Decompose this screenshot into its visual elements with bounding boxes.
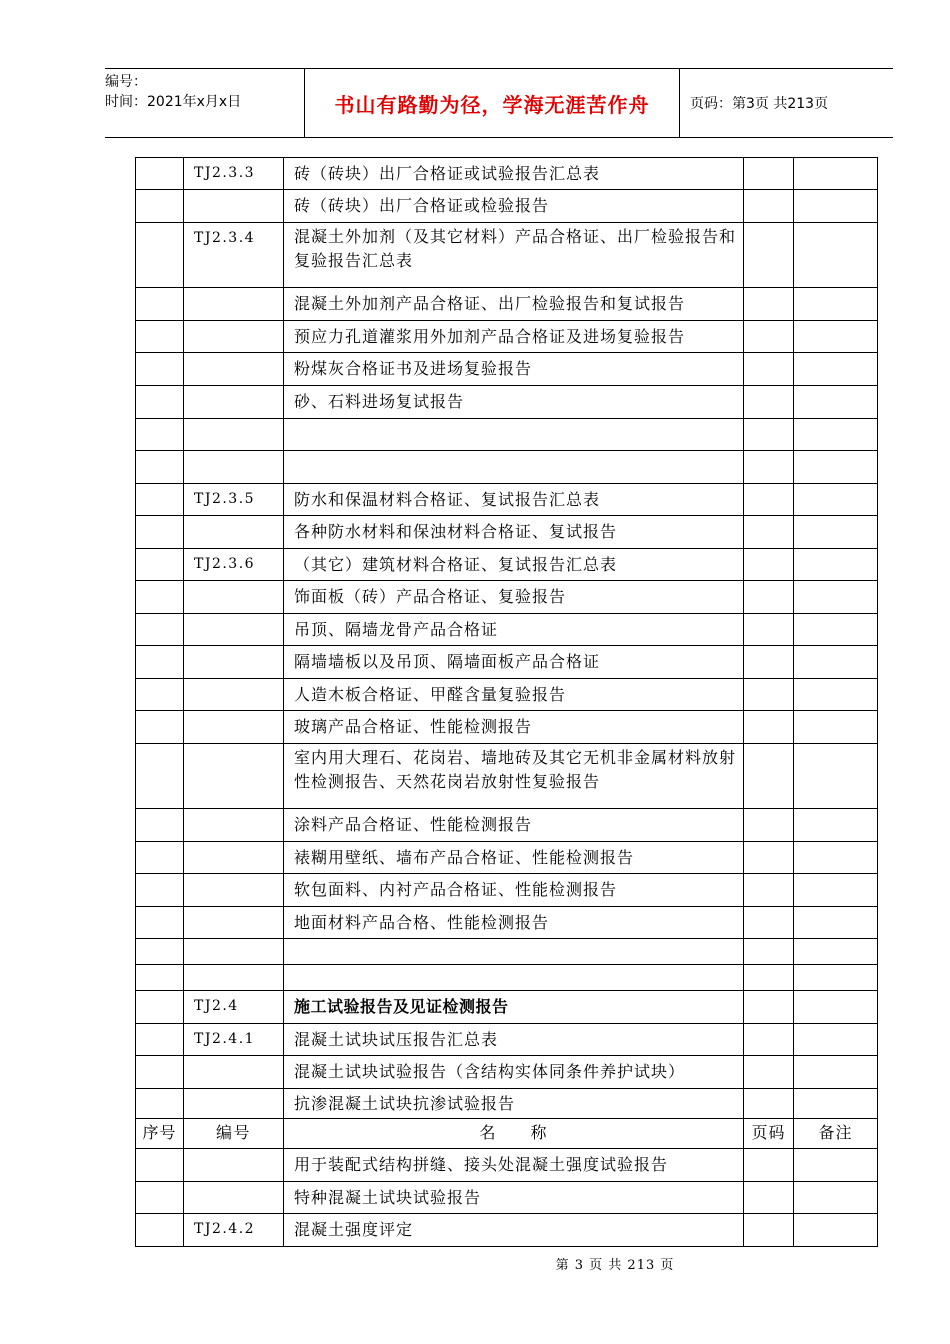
code-cell <box>184 679 284 711</box>
note-cell <box>794 321 878 353</box>
note-cell <box>794 614 878 646</box>
code-cell <box>184 744 284 809</box>
page-cell <box>744 1149 794 1182</box>
code-cell: TJ2.3.5 <box>184 484 284 516</box>
seq-cell <box>136 223 184 288</box>
note-cell <box>794 419 878 451</box>
code-cell <box>184 646 284 679</box>
seq-cell <box>136 991 184 1024</box>
table-row <box>136 809 878 842</box>
note-cell <box>794 965 878 991</box>
table-row <box>136 353 878 386</box>
note-cell <box>794 1024 878 1056</box>
code-cell <box>184 874 284 907</box>
code-cell <box>184 419 284 451</box>
table-row <box>136 549 878 581</box>
name-cell: 预应力孔道灌浆用外加剂产品合格证及进场复验报告 <box>284 321 744 353</box>
table-row <box>136 907 878 939</box>
table-row <box>136 991 878 1024</box>
seq-cell <box>136 614 184 646</box>
code-cell <box>184 711 284 744</box>
table-row <box>136 1149 878 1182</box>
column-header-note: 备注 <box>794 1119 878 1149</box>
column-header-code: 编号 <box>184 1119 284 1149</box>
seq-cell <box>136 646 184 679</box>
note-cell <box>794 679 878 711</box>
page-cell <box>744 451 794 484</box>
page-cell <box>744 321 794 353</box>
name-cell: 混凝土试块试压报告汇总表 <box>284 1024 744 1056</box>
table-row <box>136 874 878 907</box>
note-cell <box>794 809 878 842</box>
seq-cell <box>136 288 184 321</box>
name-cell: 玻璃产品合格证、性能检测报告 <box>284 711 744 744</box>
page-cell <box>744 965 794 991</box>
name-cell: 抗渗混凝土试块抗渗试验报告 <box>284 1089 744 1119</box>
name-cell: 混凝土试块试验报告（含结构实体同条件养护试块） <box>284 1056 744 1089</box>
table-row <box>136 1024 878 1056</box>
seq-cell <box>136 939 184 965</box>
note-cell <box>794 288 878 321</box>
name-cell: 防水和保温材料合格证、复试报告汇总表 <box>284 484 744 516</box>
seq-cell <box>136 549 184 581</box>
page-cell <box>744 549 794 581</box>
page-cell <box>744 1214 794 1247</box>
code-cell: TJ2.3.4 <box>184 223 284 288</box>
name-cell: 软包面料、内衬产品合格证、性能检测报告 <box>284 874 744 907</box>
page-cell <box>744 223 794 288</box>
name-cell: 砂、石料进场复试报告 <box>284 386 744 419</box>
page-cell <box>744 190 794 223</box>
code-cell: TJ2.4.1 <box>184 1024 284 1056</box>
page-cell <box>744 353 794 386</box>
name-cell: 室内用大理石、花岗岩、墙地砖及其它无机非金属材料放射性检测报告、天然花岗岩放射性复验报告 <box>284 744 744 809</box>
table-row <box>136 679 878 711</box>
seq-cell <box>136 1214 184 1247</box>
seq-cell <box>136 711 184 744</box>
page-cell <box>744 809 794 842</box>
code-cell <box>184 614 284 646</box>
note-cell <box>794 1149 878 1182</box>
column-header-seq: 序号 <box>136 1119 184 1149</box>
note-cell <box>794 581 878 614</box>
code-cell <box>184 939 284 965</box>
name-cell: 裱糊用壁纸、墙布产品合格证、性能检测报告 <box>284 842 744 874</box>
table-row <box>136 451 878 484</box>
name-cell: 砖（砖块）出厂合格证或试验报告汇总表 <box>284 158 744 190</box>
code-label: 编号： <box>105 74 147 90</box>
name-cell: 地面材料产品合格、性能检测报告 <box>284 907 744 939</box>
note-cell <box>794 353 878 386</box>
seq-cell <box>136 158 184 190</box>
note-cell <box>794 874 878 907</box>
code-cell <box>184 386 284 419</box>
code-cell <box>184 321 284 353</box>
name-cell: （其它）建筑材料合格证、复试报告汇总表 <box>284 549 744 581</box>
name-cell: 混凝土外加剂产品合格证、出厂检验报告和复试报告 <box>284 288 744 321</box>
name-cell: 混凝土外加剂（及其它材料）产品合格证、出厂检验报告和复验报告汇总表 <box>284 223 744 288</box>
name-cell: 特种混凝土试块试验报告 <box>284 1182 744 1214</box>
page-cell <box>744 1182 794 1214</box>
column-header-page: 页码 <box>744 1119 794 1149</box>
note-cell <box>794 907 878 939</box>
page-footer <box>0 1254 950 1273</box>
seq-cell <box>136 419 184 451</box>
header-page-label: 页码：第3页 共213页 <box>690 96 829 112</box>
note-cell <box>794 1089 878 1119</box>
note-cell <box>794 190 878 223</box>
note-cell <box>794 516 878 549</box>
seq-cell <box>136 1024 184 1056</box>
page-cell <box>744 679 794 711</box>
code-cell <box>184 965 284 991</box>
page-cell <box>744 288 794 321</box>
code-cell: TJ2.4 <box>184 991 284 1024</box>
note-cell <box>794 991 878 1024</box>
note-cell <box>794 158 878 190</box>
seq-cell <box>136 484 184 516</box>
seq-cell <box>136 744 184 809</box>
seq-cell <box>136 516 184 549</box>
table-row <box>136 516 878 549</box>
note-cell <box>794 1214 878 1247</box>
page-cell <box>744 991 794 1024</box>
seq-cell <box>136 353 184 386</box>
page-cell <box>744 484 794 516</box>
note-cell <box>794 549 878 581</box>
seq-cell <box>136 386 184 419</box>
code-cell <box>184 1149 284 1182</box>
name-cell: 混凝土强度评定 <box>284 1214 744 1247</box>
seq-cell <box>136 321 184 353</box>
table-row <box>136 646 878 679</box>
seq-cell <box>136 1056 184 1089</box>
header-meta <box>105 69 305 137</box>
code-cell <box>184 581 284 614</box>
code-cell <box>184 1182 284 1214</box>
table-row <box>136 484 878 516</box>
page-header <box>105 68 893 138</box>
note-cell <box>794 744 878 809</box>
table-row <box>136 190 878 223</box>
code-cell <box>184 516 284 549</box>
name-cell: 砖（砖块）出厂合格证或检验报告 <box>284 190 744 223</box>
code-cell <box>184 809 284 842</box>
name-cell: 施工试验报告及见证检测报告 <box>284 991 744 1024</box>
table-row <box>136 321 878 353</box>
seq-cell <box>136 190 184 223</box>
name-cell: 涂料产品合格证、性能检测报告 <box>284 809 744 842</box>
seq-cell <box>136 842 184 874</box>
seq-cell <box>136 907 184 939</box>
page-cell <box>744 614 794 646</box>
page-cell <box>744 711 794 744</box>
page-cell <box>744 1024 794 1056</box>
page-cell <box>744 516 794 549</box>
page-cell <box>744 419 794 451</box>
table-row <box>136 744 878 809</box>
code-cell <box>184 1056 284 1089</box>
page-cell <box>744 842 794 874</box>
table-row <box>136 419 878 451</box>
page-cell <box>744 939 794 965</box>
note-cell <box>794 1182 878 1214</box>
table-row <box>136 614 878 646</box>
code-cell <box>184 1089 284 1119</box>
name-cell <box>284 419 744 451</box>
table-row <box>136 842 878 874</box>
name-cell: 粉煤灰合格证书及进场复验报告 <box>284 353 744 386</box>
table-row <box>136 939 878 965</box>
table-row <box>136 386 878 419</box>
table-row <box>136 1089 878 1119</box>
name-cell <box>284 965 744 991</box>
seq-cell <box>136 581 184 614</box>
name-cell: 饰面板（砖）产品合格证、复验报告 <box>284 581 744 614</box>
seq-cell <box>136 679 184 711</box>
note-cell <box>794 484 878 516</box>
time-label: 时间：2021年x月x日 <box>105 94 242 110</box>
table-row <box>136 1182 878 1214</box>
name-cell: 用于装配式结构拼缝、接头处混凝土强度试验报告 <box>284 1149 744 1182</box>
page-cell <box>744 646 794 679</box>
page-cell <box>744 744 794 809</box>
code-cell <box>184 907 284 939</box>
note-cell <box>794 1056 878 1089</box>
page-cell <box>744 386 794 419</box>
name-cell: 各种防水材料和保浊材料合格证、复试报告 <box>284 516 744 549</box>
note-cell <box>794 386 878 419</box>
code-cell: TJ2.3.3 <box>184 158 284 190</box>
code-cell: TJ2.3.6 <box>184 549 284 581</box>
name-cell <box>284 939 744 965</box>
document-table <box>135 157 878 1247</box>
seq-cell <box>136 965 184 991</box>
page-cell <box>744 1089 794 1119</box>
code-cell <box>184 842 284 874</box>
table-row <box>136 1056 878 1089</box>
footer-page-number: 第 3 页 共 213 页 <box>555 1258 675 1273</box>
page-cell <box>744 907 794 939</box>
code-cell <box>184 288 284 321</box>
seq-cell <box>136 1149 184 1182</box>
code-cell <box>184 190 284 223</box>
seq-cell <box>136 874 184 907</box>
code-cell: TJ2.4.2 <box>184 1214 284 1247</box>
table-row <box>136 965 878 991</box>
seq-cell <box>136 1089 184 1119</box>
name-cell: 吊顶、隔墙龙骨产品合格证 <box>284 614 744 646</box>
page-cell <box>744 1056 794 1089</box>
seq-cell <box>136 1182 184 1214</box>
note-cell <box>794 939 878 965</box>
table-row <box>136 711 878 744</box>
table-row <box>136 1214 878 1247</box>
note-cell <box>794 711 878 744</box>
seq-cell <box>136 451 184 484</box>
name-cell: 人造木板合格证、甲醛含量复验报告 <box>284 679 744 711</box>
seq-cell <box>136 809 184 842</box>
table-header-row <box>136 1119 878 1149</box>
note-cell <box>794 223 878 288</box>
table-row <box>136 288 878 321</box>
note-cell <box>794 451 878 484</box>
page-cell <box>744 581 794 614</box>
table-row <box>136 223 878 288</box>
code-cell <box>184 353 284 386</box>
name-cell <box>284 451 744 484</box>
note-cell <box>794 842 878 874</box>
page-cell <box>744 874 794 907</box>
header-motto: 书山有路勤为径，学海无涯苦作舟 <box>305 69 680 137</box>
code-cell <box>184 451 284 484</box>
column-header-name: 名 称 <box>284 1119 744 1149</box>
page-cell <box>744 158 794 190</box>
name-cell: 隔墙墙板以及吊顶、隔墙面板产品合格证 <box>284 646 744 679</box>
table-row <box>136 158 878 190</box>
table-row <box>136 581 878 614</box>
note-cell <box>794 646 878 679</box>
